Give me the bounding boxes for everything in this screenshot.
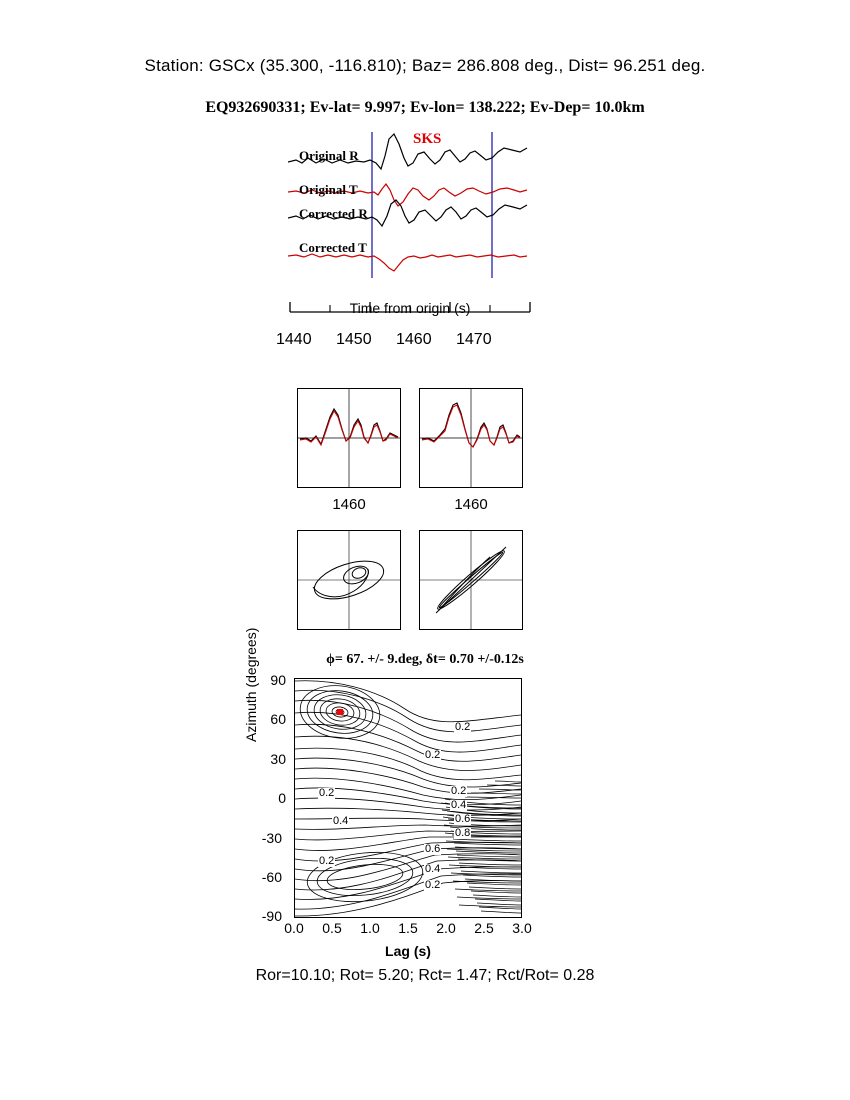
time-tick-1460: 1460 [396, 331, 432, 348]
fast-slow-uncorrected-panel [297, 388, 401, 488]
ytick-30: 30 [270, 751, 286, 767]
ytick-m90: -90 [261, 908, 282, 924]
contour-label-9: 0.6 [425, 843, 441, 855]
contour-label-10: 0.4 [425, 863, 441, 875]
xtick-0-0: 0.0 [284, 920, 304, 936]
contour-title: ϕ= 67. +/- 9.deg, δt= 0.70 +/-0.12s [326, 652, 524, 667]
contour-label-5: 0.2 [451, 785, 467, 797]
ytick-m30: -30 [261, 830, 282, 846]
contour-label-4: 0.4 [333, 815, 349, 827]
contour-label-1: 0.2 [455, 721, 471, 733]
xtick-2-0: 2.0 [436, 920, 456, 936]
trace-label-original-t: Original T [299, 182, 358, 197]
xtick-1-0: 1.0 [360, 920, 380, 936]
wave-box-tick-1: 1460 [332, 496, 366, 513]
xtick-2-5: 2.5 [474, 920, 494, 936]
time-tick-1450: 1450 [336, 331, 372, 348]
fast-slow-corrected-traces [420, 389, 522, 487]
time-axis-ticklabels [276, 331, 546, 351]
wave-box-tick-2: 1460 [454, 496, 488, 513]
station-info-line: Station: GSCx (35.300, -116.810); Baz= 286.808 deg., Dist= 96.251 deg. [144, 56, 706, 75]
event-info-line: EQ932690331; Ev-lat= 9.997; Ev-lon= 138.222; Ev-Dep= 10.0km [205, 99, 645, 116]
particle-motion-corrected-curve [420, 531, 522, 629]
ytick-60: 60 [270, 711, 286, 727]
time-tick-1440: 1440 [276, 331, 312, 348]
xtick-0-5: 0.5 [322, 920, 342, 936]
contour-label-7: 0.6 [455, 813, 471, 825]
sks-phase-label: SKS [413, 131, 442, 147]
fast-slow-corrected-panel [419, 388, 523, 488]
fast-slow-uncorrected-traces [298, 389, 400, 487]
particle-motion-uncorrected-panel [297, 530, 401, 630]
time-tick-1470: 1470 [456, 331, 492, 348]
particle-motion-corrected-panel [419, 530, 523, 630]
trace-label-corrected-r: Corrected R [299, 206, 368, 221]
footer-stats: Ror=10.10; Rot= 5.20; Rct= 1.47; Rct/Rot= 0.28 [255, 967, 595, 984]
ytick-m60: -60 [261, 869, 282, 885]
contour-plot [294, 678, 522, 918]
xtick-1-5: 1.5 [398, 920, 418, 936]
particle-motion-uncorrected-curve [298, 531, 400, 629]
contour-label-2: 0.2 [425, 749, 441, 761]
best-fit-marker [337, 709, 343, 715]
contour-label-11: 0.2 [425, 879, 441, 891]
contour-label-3: 0.2 [319, 787, 335, 799]
trace-label-original-r: Original R [299, 148, 359, 163]
time-axis-title: Time from origin (s) [349, 300, 471, 316]
ytick-90: 90 [270, 672, 286, 688]
ytick-0: 0 [278, 790, 286, 806]
trace-label-corrected-t: Corrected T [299, 240, 367, 255]
xtick-3-0: 3.0 [512, 920, 532, 936]
contour-label-6: 0.4 [451, 799, 467, 811]
contour-label-12: 0.2 [319, 855, 335, 867]
contour-ylabel: Azimuth (degrees) [243, 627, 259, 742]
contour-label-8: 0.8 [455, 827, 471, 839]
contour-xlabel: Lag (s) [385, 943, 431, 959]
